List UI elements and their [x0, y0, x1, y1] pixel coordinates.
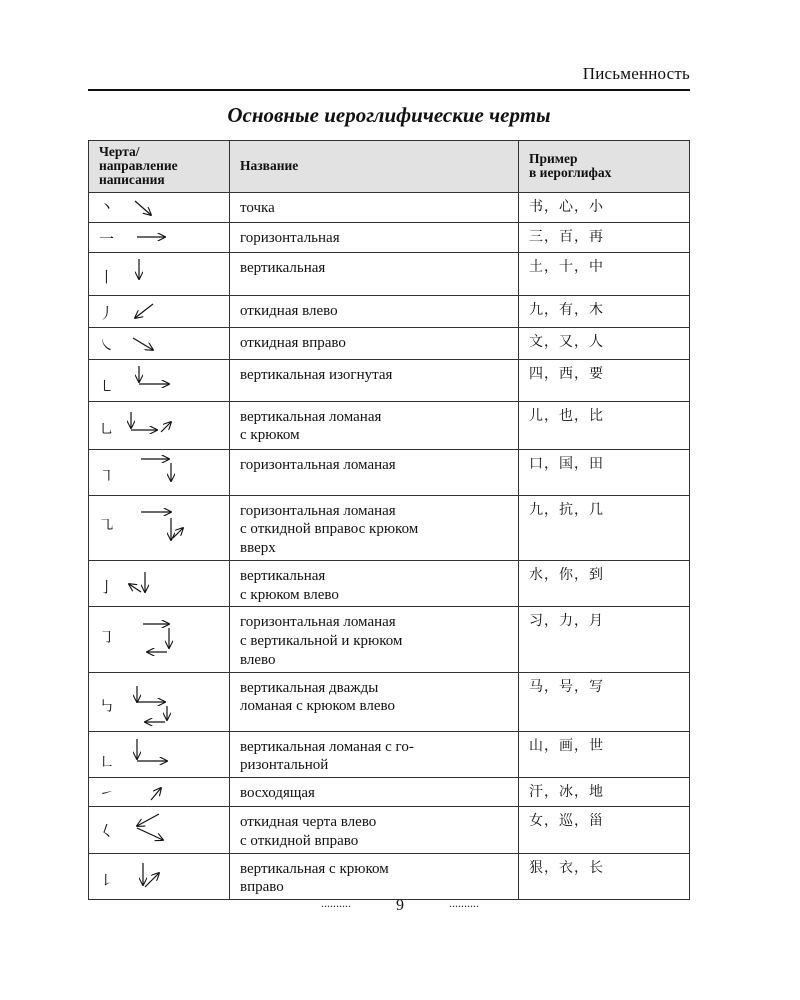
stroke-cell: [89, 607, 230, 672]
stroke-glyph: ㇗: [99, 752, 115, 771]
column-header-name: Название: [230, 141, 519, 193]
direction-arrow: [135, 304, 153, 318]
stroke-name-cell: [230, 560, 519, 607]
stroke-name-cell: [230, 222, 519, 252]
example-characters-cell: 九，抗，几: [519, 495, 690, 560]
stroke-name-line: откидная влево: [240, 302, 338, 319]
page-title: Основные иероглифические черты: [227, 103, 551, 127]
stroke-vertical-horizontal-arrows-icon: [89, 732, 229, 777]
table-row: [89, 327, 690, 359]
example-characters-cell: 九，有，木: [519, 295, 690, 327]
stroke-name-cell: [230, 495, 519, 560]
stroke-name-line: вертикальная: [240, 259, 326, 276]
stroke-name-line: горизонтальная ломаная: [240, 614, 396, 631]
stroke-name-line: откидная вправо: [240, 334, 346, 351]
page-number: 9: [396, 897, 404, 914]
direction-arrow: [161, 422, 171, 432]
table-row: [89, 778, 690, 807]
example-characters-cell: 土，十，中: [519, 252, 690, 295]
stroke-name-line: горизонтальная ломаная: [240, 502, 396, 519]
stroke-name-cell: [230, 607, 519, 672]
table-row: [89, 192, 690, 222]
example-characters-cell: 习，力，月: [519, 607, 690, 672]
column-header-stroke: Черта/ направление написания: [89, 141, 230, 193]
stroke-name-line: вверх: [240, 540, 276, 557]
stroke-glyph: ㇟: [99, 419, 115, 438]
stroke-name-cell: [230, 401, 519, 449]
stroke-glyph: 丨: [99, 267, 115, 286]
stroke-glyph: 一: [99, 229, 115, 248]
example-characters-cell: 四，西，要: [519, 359, 690, 401]
stroke-cell: [89, 560, 230, 607]
stroke-name-cell: [230, 295, 519, 327]
stroke-rising-arrows-icon: [89, 778, 229, 806]
stroke-name-cell: [230, 853, 519, 900]
stroke-horizontal-arrows-icon: [89, 223, 229, 252]
stroke-cell: [89, 252, 230, 295]
direction-arrow: [137, 828, 163, 840]
stroke-glyph: ㇀: [99, 784, 115, 803]
example-characters-cell: 女，巡，甾: [519, 807, 690, 854]
table-row: [89, 495, 690, 560]
stroke-glyph: 𡿨: [99, 822, 115, 841]
stroke-horizontal-turn-hook-arrows-icon: [89, 497, 229, 558]
stroke-glyph: ㇄: [99, 376, 115, 395]
direction-arrow: [133, 338, 153, 350]
stroke-vertical-rising-arrows-icon: [89, 854, 229, 899]
stroke-cell: [89, 807, 230, 854]
example-characters-cell: 口，国，田: [519, 449, 690, 495]
stroke-cell: [89, 495, 230, 560]
stroke-glyph: ㇈: [99, 516, 115, 535]
table-row: [89, 607, 690, 672]
stroke-vertical-hook-arrows-icon: [89, 561, 229, 606]
table-row: [89, 252, 690, 295]
stroke-glyph: ㇆: [99, 627, 115, 646]
stroke-cell: [89, 672, 230, 731]
stroke-vertical-arrows-icon: [89, 253, 229, 295]
example-characters-cell: 儿，也，比: [519, 401, 690, 449]
stroke-glyph: ㇉: [99, 696, 115, 715]
stroke-cell: [89, 731, 230, 778]
table-row: [89, 853, 690, 900]
stroke-cell: [89, 327, 230, 359]
stroke-cell: [89, 853, 230, 900]
example-characters-cell: 狠，衣，长: [519, 853, 690, 900]
running-header: Письменность: [582, 64, 690, 83]
stroke-cell: [89, 401, 230, 449]
stroke-name-line: откидная черта влево: [240, 814, 377, 831]
direction-arrow: [129, 584, 141, 592]
stroke-name-line: ломаная с крюком влево: [240, 698, 395, 715]
example-characters-cell: 三，百，再: [519, 222, 690, 252]
stroke-name-cell: [230, 672, 519, 731]
stroke-cell: [89, 359, 230, 401]
stroke-name-line: вправо: [240, 879, 284, 896]
stroke-name-cell: [230, 449, 519, 495]
stroke-name-cell: [230, 192, 519, 222]
stroke-name-line: с крюком влево: [240, 586, 339, 603]
stroke-name-cell: [230, 778, 519, 807]
table-row: [89, 731, 690, 778]
header-rule: [88, 89, 690, 91]
stroke-glyph: ㇏: [99, 335, 115, 354]
stroke-name-line: вертикальная ломаная с го-: [240, 738, 414, 755]
stroke-left-right-falling-arrows-icon: [89, 808, 229, 851]
stroke-name-line: ризонтальной: [240, 757, 329, 774]
stroke-cell: [89, 295, 230, 327]
example-characters-cell: 山，画，世: [519, 731, 690, 778]
example-characters-cell: 文，又，人: [519, 327, 690, 359]
footer-dots-left: ..........: [321, 896, 351, 910]
table-row: [89, 672, 690, 731]
stroke-glyph: ㇙: [99, 870, 115, 889]
page-footer: [0, 896, 800, 915]
stroke-name-line: горизонтальная: [240, 229, 340, 246]
stroke-vertical-bend-arrows-icon: [89, 360, 229, 401]
table-row: [89, 295, 690, 327]
example-characters-cell: 书，心，小: [519, 192, 690, 222]
direction-arrow: [135, 201, 151, 215]
stroke-glyph: 亅: [99, 578, 115, 597]
stroke-name-cell: [230, 731, 519, 778]
stroke-name-line: вертикальная ломаная: [240, 408, 382, 425]
stroke-name-line: горизонтальная ломаная: [240, 456, 396, 473]
direction-arrow: [151, 788, 161, 800]
stroke-name-line: с вертикальной и крюком: [240, 633, 403, 650]
stroke-left-falling-arrows-icon: [89, 296, 229, 327]
stroke-name-cell: [230, 252, 519, 295]
table-row: [89, 560, 690, 607]
stroke-name-line: с откидной вправо: [240, 832, 359, 849]
stroke-cell: [89, 449, 230, 495]
stroke-name-line: вертикальная дважды: [240, 679, 379, 696]
table-row: [89, 807, 690, 854]
example-characters-cell: 汗，冰，地: [519, 778, 690, 807]
stroke-right-falling-arrows-icon: [89, 328, 229, 359]
stroke-vertical-bend-hook-arrows-icon: [89, 402, 229, 449]
stroke-cell: [89, 192, 230, 222]
table-row: [89, 359, 690, 401]
stroke-name-line: точка: [240, 199, 275, 216]
stroke-horizontal-vertical-hook-arrows-icon: [89, 609, 229, 670]
stroke-cell: [89, 222, 230, 252]
direction-arrow: [173, 528, 183, 538]
table-row: [89, 401, 690, 449]
direction-arrow: [137, 814, 159, 826]
stroke-dot-arrows-icon: [89, 193, 229, 222]
table-header-row: [89, 141, 690, 193]
stroke-glyph: 丿: [99, 303, 115, 322]
stroke-name-cell: [230, 359, 519, 401]
stroke-name-line: вертикальная изогнутая: [240, 366, 393, 383]
example-characters-cell: 水，你，到: [519, 560, 690, 607]
stroke-glyph: 丶: [99, 197, 115, 216]
stroke-double-turn-hook-arrows-icon: [89, 673, 229, 731]
strokes-table: [88, 140, 690, 900]
direction-arrow: [145, 873, 159, 887]
stroke-name-line: вертикальная с крюком: [240, 860, 389, 877]
stroke-glyph: ㇕: [99, 466, 115, 485]
stroke-cell: [89, 778, 230, 807]
stroke-horizontal-turn-arrows-icon: [89, 450, 229, 495]
stroke-name-cell: [230, 327, 519, 359]
stroke-name-line: влево: [240, 651, 276, 668]
table-row: [89, 449, 690, 495]
stroke-name-line: с откидной вправос крюком: [240, 521, 419, 538]
stroke-name-cell: [230, 807, 519, 854]
column-header-examples: Пример в иероглифах: [519, 141, 690, 193]
stroke-name-line: восходящая: [240, 785, 315, 802]
stroke-name-line: вертикальная: [240, 567, 326, 584]
footer-dots-right: ..........: [449, 896, 479, 910]
table-row: [89, 222, 690, 252]
stroke-name-line: с крюком: [240, 427, 300, 444]
example-characters-cell: 马，号，写: [519, 672, 690, 731]
